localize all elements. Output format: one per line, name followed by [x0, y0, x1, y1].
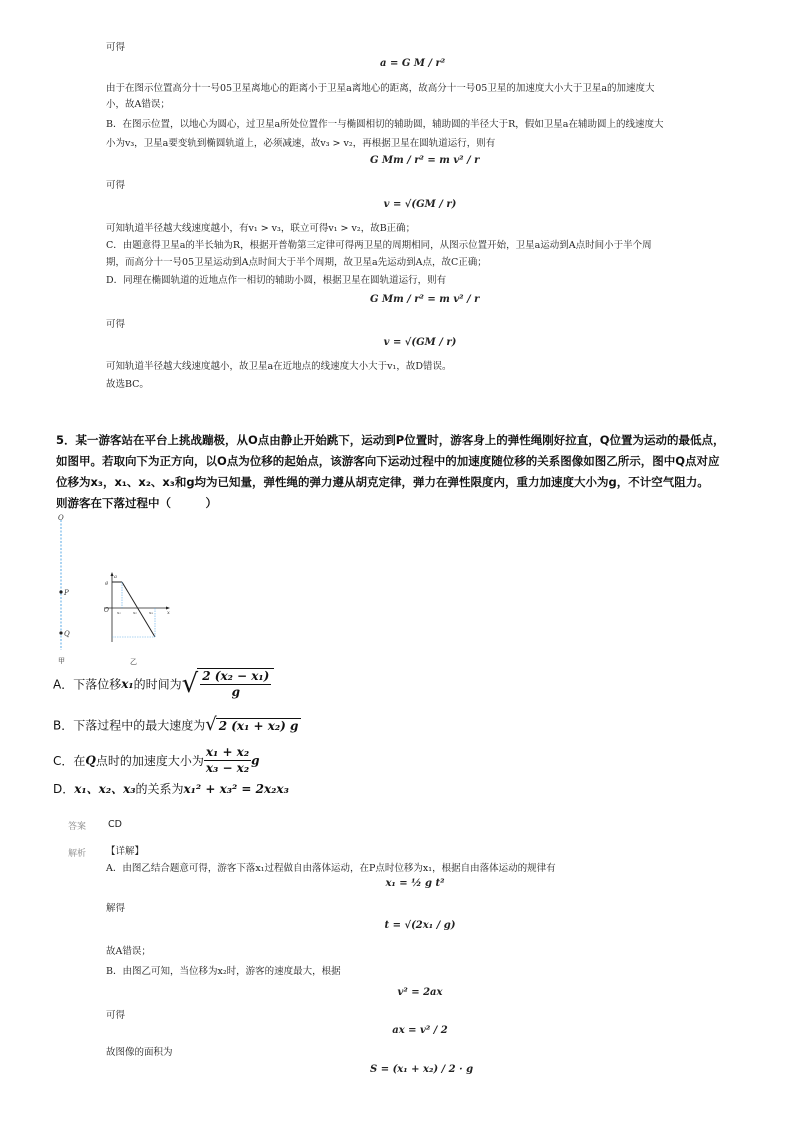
- text-line: 小，故A错误；: [106, 99, 170, 110]
- formula: S = (x₁ + x₂) / 2 · g: [370, 1064, 474, 1075]
- option-a-label: A．下落位移: [53, 677, 122, 692]
- label-a: a: [114, 574, 117, 580]
- text-line: 故A错误；: [106, 946, 151, 957]
- point-q: [59, 631, 62, 634]
- analysis-label: 解析: [68, 849, 87, 859]
- option-c-numerator: x₁ + x₂: [205, 745, 250, 759]
- option-c-mid: 点时的加速度大小为: [95, 754, 204, 768]
- text-line: 可得: [106, 180, 126, 191]
- option-a-sqrt: [197, 668, 274, 700]
- label-g: g: [105, 580, 109, 586]
- option-c-denominator: x₃ − x₂: [205, 761, 250, 775]
- question-line: 位移为x₃，x₁、x₂、x₃和g均为已知量，弹性绳的弹力遵从胡克定律，弹力在弹性限度内，重力加速度大小为g，不计空气阻力。: [56, 475, 709, 489]
- label-p: P: [64, 589, 69, 597]
- text-line: C．由题意得卫星a的半长轴为R，根据开普勒第三定律可得两卫星的周期相同，从图示位置开始，卫星a运动到A点时间小于半个周: [106, 240, 652, 251]
- option-c-g: g: [251, 753, 260, 768]
- option-a-var: x₁: [121, 677, 134, 691]
- figure-jia: [50, 510, 90, 670]
- formula: G Mm / r² = m v² / r: [370, 294, 480, 305]
- text-line: 可得: [106, 319, 126, 330]
- figure-yi: [100, 570, 180, 670]
- label-x3: x₃: [149, 610, 153, 615]
- option-c-var: Q: [85, 753, 96, 768]
- formula: ax = v² / 2: [392, 1025, 448, 1036]
- text-line: 可知轨道半径越大线速度越小，故卫星a在近地点的线速度大小大于v₁，故D错误。: [106, 361, 452, 372]
- text-line: 可知轨道半径越大线速度越小，有v₁ > v₃，联立可得v₁ > v₂，故B正确；: [106, 223, 416, 234]
- option-a[interactable]: [53, 668, 274, 700]
- formula: v = √(GM / r): [383, 199, 457, 210]
- option-c[interactable]: [53, 745, 259, 776]
- option-d-mid: 的关系为: [135, 782, 184, 796]
- answer-label: 答案: [68, 822, 87, 832]
- text-line: 可得: [106, 1010, 126, 1021]
- radical-sign: √: [181, 669, 199, 699]
- formula: G Mm / r² = m v² / r: [370, 155, 480, 166]
- text-line: B．在图示位置，以地心为圆心，过卫星a所处位置作一与椭圆相切的辅助圆，辅助圆的半径大于R，假如卫星a在辅助圆上的线速度大: [106, 119, 664, 130]
- text-line: 故选BC。: [106, 379, 149, 390]
- formula: a = G M / r²: [380, 58, 446, 69]
- text-line: 故图像的面积为: [106, 1047, 173, 1058]
- option-b[interactable]: [53, 716, 301, 734]
- option-c-label: C．在: [53, 754, 86, 768]
- text-line: 由于在图示位置高分十一号05卫星离地心的距离小于卫星a离地心的距离，故高分十一号05卫星的加速度大小大于卫星a的加速度大: [106, 83, 655, 94]
- text-line: 小为v₃，卫星a要变轨到椭圆轨道上，必须减速，故v₃ > v₂，再根据卫星在圆轨道运行，则有: [106, 138, 496, 149]
- option-d[interactable]: [53, 780, 289, 797]
- text-line: B．由图乙可知，当位移为x₂时，游客的速度最大，根据: [106, 966, 341, 977]
- question-line: 则游客在下落过程中（ ）: [56, 496, 217, 510]
- option-a-denominator: g: [231, 685, 240, 699]
- caption-yi: 乙: [130, 658, 137, 666]
- option-d-label: D．: [53, 782, 75, 796]
- radical-sign: √: [205, 714, 217, 735]
- formula: v² = 2ax: [397, 987, 443, 998]
- option-d-expr: x₁² + x₃² = 2x₂x₃: [183, 782, 289, 796]
- option-b-expr: 2 (x₁ + x₂) g: [216, 718, 302, 733]
- text-line: D．同理在椭圆轨道的近地点作一相切的辅助小圆，根据卫星在圆轨道运行，则有: [106, 275, 447, 286]
- text-line: 可得: [106, 42, 126, 53]
- formula: t = √(2x₁ / g): [384, 920, 456, 931]
- label-x2: x₂: [133, 610, 137, 615]
- question-line: 如图甲。若取向下为正方向，以O点为位移的起始点，该游客向下运动过程中的加速度随位移的关系图像如图乙所示，图中Q点对应: [56, 454, 720, 468]
- text-line: A．由图乙结合题意可得，游客下落x₁过程做自由落体运动，在P点时位移为x₁，根据自由落体运动的规律有: [106, 863, 556, 874]
- option-a-numerator: 2 (x₂ − x₁): [202, 669, 270, 683]
- analysis-head: 【详解】: [106, 846, 145, 857]
- formula: x₁ = ½ g t²: [385, 878, 445, 889]
- question-line: 5．某一游客站在平台上挑战蹦极，从O点由静止开始跳下，运动到P位置时，游客身上的弹性绳刚好拉直，Q位置为运动的最低点，: [56, 433, 725, 447]
- answer-value: CD: [108, 819, 122, 830]
- point-p: [59, 590, 62, 593]
- text-line: 解得: [106, 903, 126, 914]
- label-x1: x₁: [117, 610, 121, 615]
- label-x: x: [167, 610, 170, 616]
- text-line: 期，而高分十一号05卫星运动到A点时间大于半个周期，故卫星a先运动到A点，故C正确；: [106, 257, 487, 268]
- label-origin: O: [104, 607, 109, 614]
- label-o: O: [58, 514, 64, 522]
- option-b-label: B．下落过程中的最大速度为: [53, 718, 206, 733]
- label-q: Q: [64, 630, 70, 638]
- caption-jia: 甲: [58, 657, 65, 665]
- option-c-fraction: [204, 745, 251, 776]
- option-d-vars: x₁、x₂、x₃: [74, 782, 136, 796]
- formula: v = √(GM / r): [383, 337, 457, 348]
- option-a-mid: 的时间为: [133, 677, 182, 692]
